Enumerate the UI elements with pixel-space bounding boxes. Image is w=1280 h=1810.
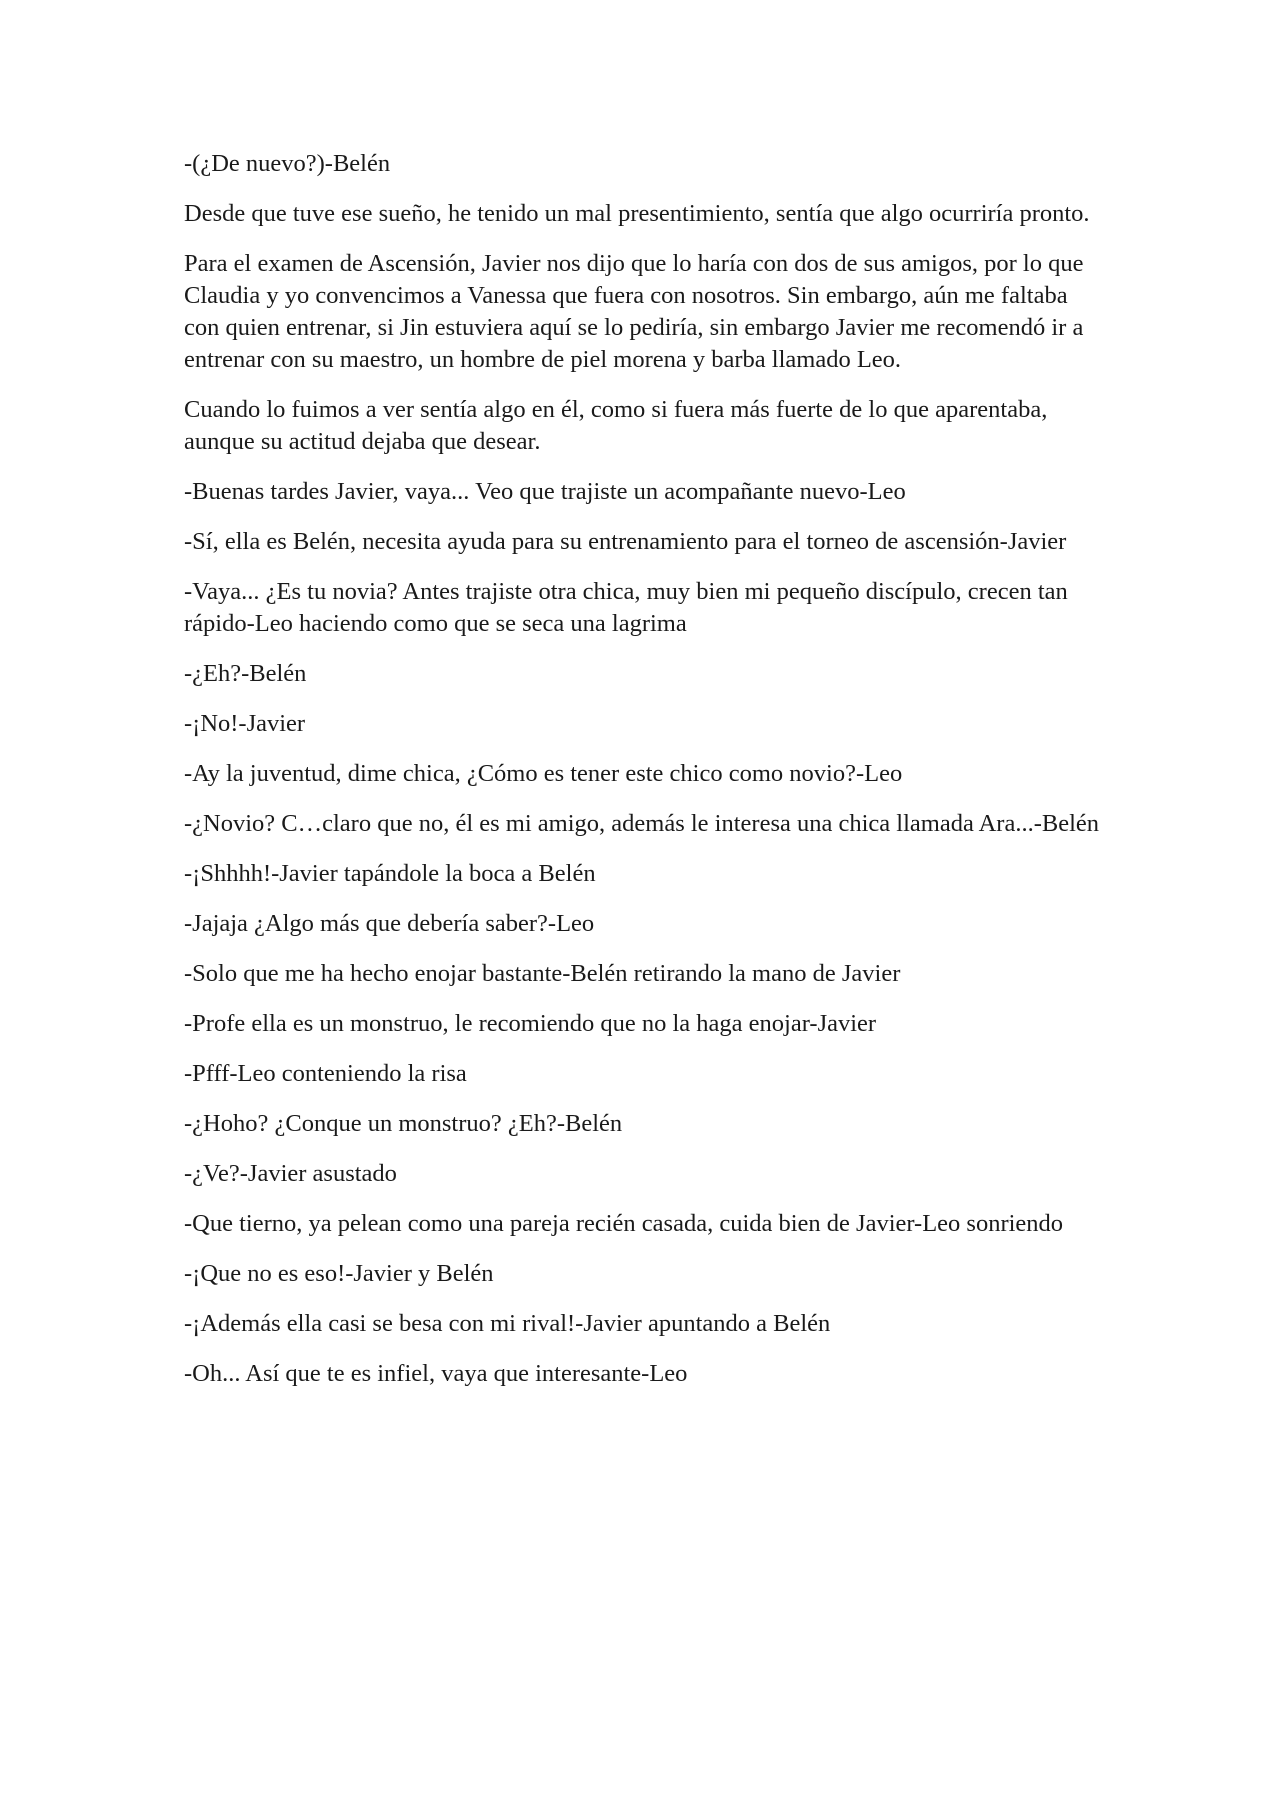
paragraph: -Profe ella es un monstruo, le recomiendo que no la haga enojar-Javier [184, 1010, 877, 1037]
paragraph: -¡Shhhh!-Javier tapándole la boca a Belén [184, 860, 596, 887]
paragraph: -¡Que no es eso!-Javier y Belén [184, 1260, 494, 1287]
document-body [184, 148, 1104, 1408]
paragraph: -Buenas tardes Javier, vaya... Veo que trajiste un acompañante nuevo-Leo [184, 478, 906, 505]
paragraph: -Que tierno, ya pelean como una pareja recién casada, cuida bien de Javier-Leo sonriendo [184, 1210, 1064, 1237]
paragraph: -¿Ve?-Javier asustado [184, 1160, 397, 1187]
paragraph: -(¿De nuevo?)-Belén [184, 150, 391, 177]
paragraph: -Sí, ella es Belén, necesita ayuda para su entrenamiento para el torneo de ascensión-Javier [184, 528, 1067, 555]
paragraph: -Vaya... ¿Es tu novia? Antes trajiste otra chica, muy bien mi pequeño discípulo, crecen tan rápido-Leo haciendo como que se seca una lagrima [184, 578, 1068, 637]
paragraph: Desde que tuve ese sueño, he tenido un mal presentimiento, sentía que algo ocurriría pronto. [184, 200, 1090, 227]
paragraph: -Ay la juventud, dime chica, ¿Cómo es tener este chico como novio?-Leo [184, 760, 903, 787]
paragraph: -¡Además ella casi se besa con mi rival!-Javier apuntando a Belén [184, 1310, 831, 1337]
paragraph: -Pfff-Leo conteniendo la risa [184, 1060, 467, 1087]
paragraph: -¡No!-Javier [184, 710, 306, 737]
paragraph: -¿Hoho? ¿Conque un monstruo? ¿Eh?-Belén [184, 1110, 623, 1137]
paragraph: Cuando lo fuimos a ver sentía algo en él, como si fuera más fuerte de lo que aparentaba, aunque su actitud dejaba que desear. [184, 396, 1048, 455]
paragraph: -Jajaja ¿Algo más que debería saber?-Leo [184, 910, 595, 937]
paragraph: -Oh... Así que te es infiel, vaya que interesante-Leo [184, 1360, 688, 1387]
paragraph: -¿Eh?-Belén [184, 660, 307, 687]
paragraph: -¿Novio? C…claro que no, él es mi amigo, además le interesa una chica llamada Ara...-Belén [184, 810, 1100, 837]
paragraph: Para el examen de Ascensión, Javier nos dijo que lo haría con dos de sus amigos, por lo que Claudia y yo convencimos a Vanessa que fuera con nosotros. Sin embargo, aún me faltaba con quien entrenar, si Jin estuviera aquí se lo pediría, sin embargo Javier me recomendó ir a entrenar con su maestro, un hombre de piel morena y barba llamado Leo. [184, 250, 1084, 373]
paragraph: -Solo que me ha hecho enojar bastante-Belén retirando la mano de Javier [184, 960, 901, 987]
